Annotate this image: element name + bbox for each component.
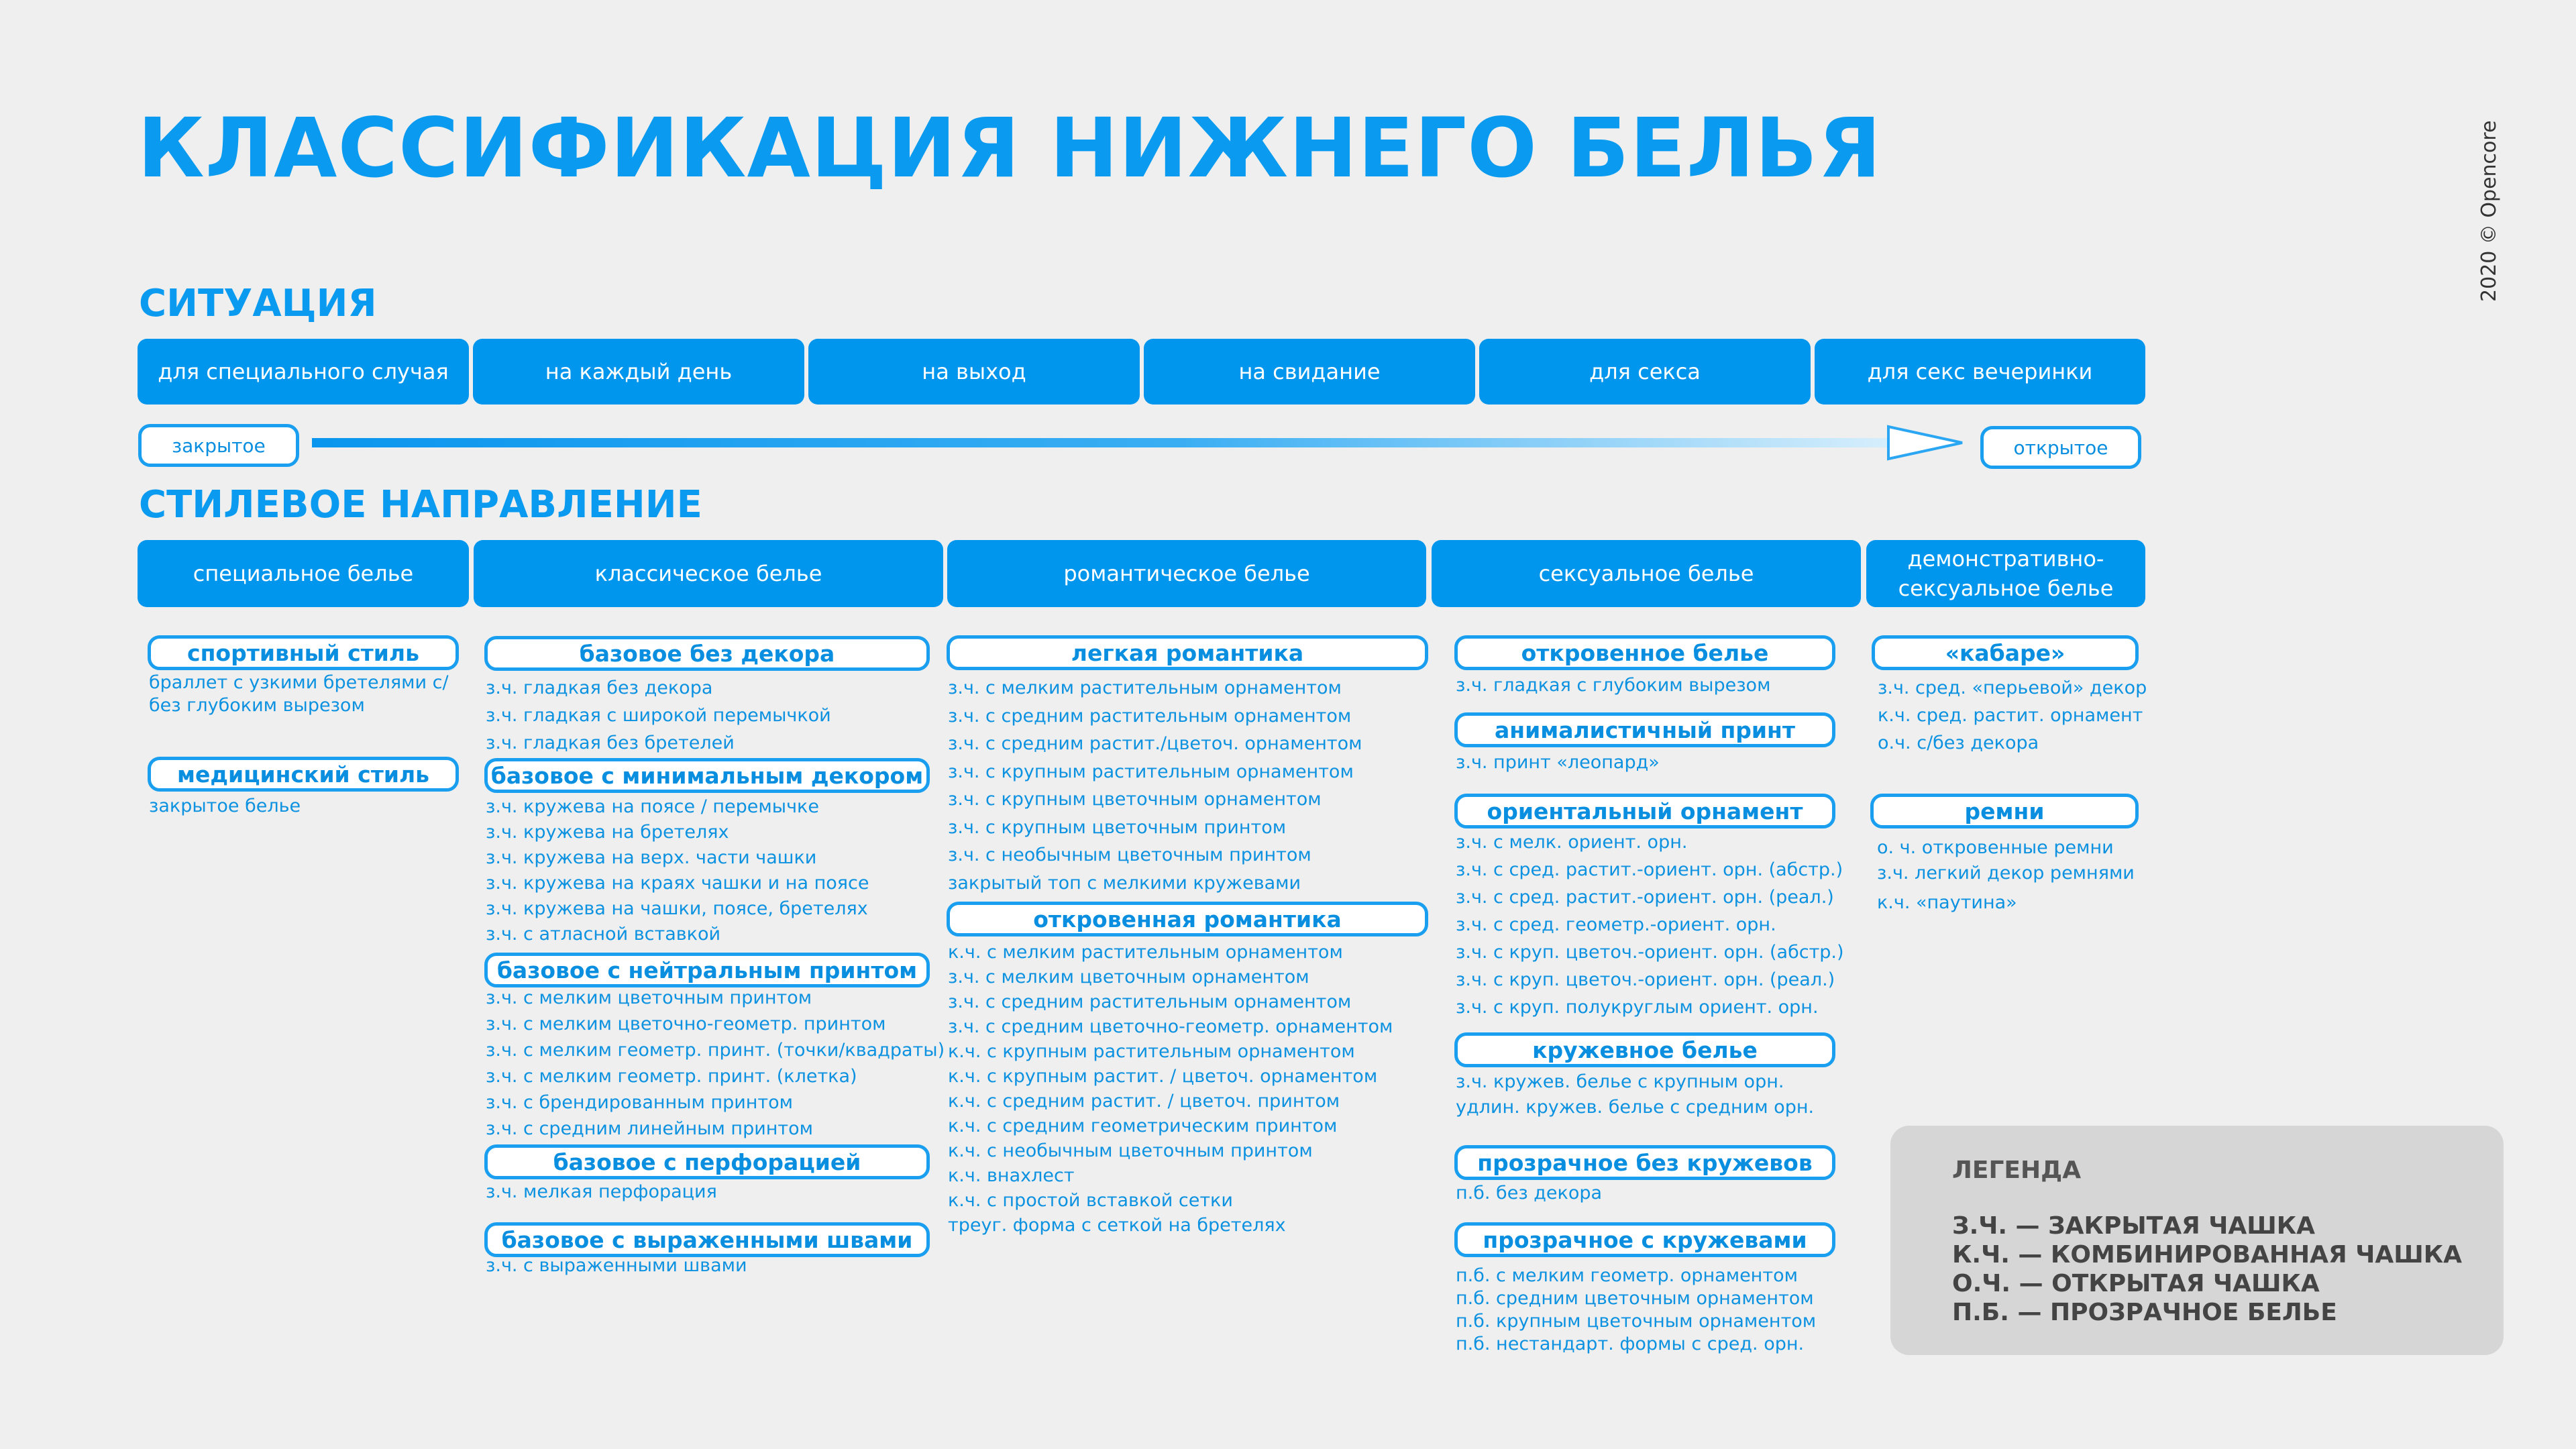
group-sport-items — [149, 672, 449, 717]
group-basic-seams: базовое с выраженными швами — [484, 1222, 930, 1257]
list-item: з.ч. сред. «перьевой» декор — [1878, 678, 2147, 698]
list-item: з.ч. гладкая с широкой перемычкой — [486, 705, 831, 726]
group-frank-romance-items — [948, 940, 1393, 1238]
style-direction-title: СТИЛЕВОЕ НАПРАВЛЕНИЕ — [139, 483, 702, 527]
situation-every-day: на каждый день — [473, 339, 804, 405]
list-item: з.ч. кружева на поясе / перемычке — [486, 796, 819, 817]
list-item: з.ч. кружева на чашки, поясе, бретелях — [486, 898, 868, 919]
list-item: з.ч. с круп. цветоч.-ориент. орн. (абстр.) — [1456, 942, 1844, 963]
list-item: з.ч. с средним растительным орнаментом — [948, 991, 1352, 1012]
list-item: з.ч. принт «леопард» — [1456, 752, 1660, 773]
group-sheer-no-lace-items — [1456, 1182, 1602, 1205]
situation-for-sex: для секса — [1479, 339, 1811, 405]
group-basic-no-decor: базовое без декора — [484, 636, 930, 671]
legend-entry: З.Ч. — ЗАКРЫТАЯ ЧАШКА — [1952, 1212, 2316, 1240]
group-basic-perforation: базовое с перфорацией — [484, 1144, 930, 1179]
list-item: з.ч. кружева на бретелях — [486, 822, 729, 843]
style-romantic: романтическое белье — [947, 540, 1426, 607]
group-straps-items — [1877, 835, 2135, 916]
style-special: специальное белье — [138, 540, 469, 607]
group-lace-lingerie: кружевное белье — [1454, 1032, 1835, 1067]
list-item: п.б. нестандарт. формы с сред. орн. — [1456, 1334, 1805, 1354]
group-basic-no-decor-items — [486, 674, 831, 757]
list-item: п.б. крупным цветочным орнаментом — [1456, 1311, 1817, 1332]
group-cabaret: «кабаре» — [1872, 635, 2139, 670]
list-item: без глубоким вырезом — [149, 695, 365, 716]
group-basic-neutral-print-items — [486, 985, 945, 1142]
legend-entry: К.Ч. — КОМБИНИРОВАННАЯ ЧАШКА — [1952, 1241, 2462, 1269]
list-item: з.ч. с средним линейным принтом — [486, 1118, 814, 1139]
list-item: к.ч. с необычным цветочным принтом — [948, 1140, 1313, 1161]
list-item: з.ч. с мелким растительным орнаментом — [948, 678, 1342, 698]
style-demonstrative-sexual: демонстративно-сексуальное белье — [1866, 540, 2145, 607]
style-sexual: сексуальное белье — [1432, 540, 1861, 607]
group-light-romance-items — [948, 674, 1362, 897]
group-frank-romance: откровенная романтика — [947, 902, 1428, 936]
group-oriental-ornament: ориентальный орнамент — [1454, 794, 1835, 828]
group-lace-lingerie-items — [1456, 1069, 1814, 1120]
list-item: з.ч. с сред. растит.-ориент. орн. (реал.) — [1456, 887, 1834, 908]
list-item: закрытое белье — [149, 796, 301, 816]
legend-entries — [1952, 1212, 2462, 1327]
list-item: к.ч. с простой вставкой сетки — [948, 1190, 1233, 1211]
group-cabaret-items — [1878, 674, 2147, 757]
copyright-text: 2020 © Opencore — [2477, 120, 2501, 302]
list-item: з.ч. с мелким геометр. принт. (точки/квадраты) — [486, 1040, 945, 1061]
situation-special-occasion: для специального случая — [138, 339, 469, 405]
situation-going-out: на выход — [808, 339, 1140, 405]
situation-sex-party: для секс вечеринки — [1815, 339, 2145, 405]
list-item: з.ч. с сред. геометр.-ориент. орн. — [1456, 914, 1776, 935]
list-item: з.ч. кружев. белье с крупным орн. — [1456, 1071, 1784, 1092]
group-light-romance: легкая романтика — [947, 635, 1428, 670]
list-item: з.ч. с средним растительным орнаментом — [948, 705, 1352, 727]
list-item: з.ч. с необычным цветочным принтом — [948, 845, 1311, 865]
group-medical-style: медицинский стиль — [148, 757, 459, 792]
situation-date: на свидание — [1144, 339, 1475, 405]
group-basic-perforation-items — [486, 1181, 717, 1203]
group-sport-style: спортивный стиль — [148, 635, 459, 670]
list-item: закрытый топ с мелкими кружевами — [948, 872, 1301, 894]
list-item: к.ч. внахлест — [948, 1165, 1075, 1186]
list-item: з.ч. с средним цветочно-геометр. орнаментом — [948, 1016, 1393, 1037]
list-item: з.ч. с мелким геометр. принт. (клетка) — [486, 1066, 857, 1087]
group-basic-neutral-print: базовое с нейтральным принтом — [484, 953, 930, 987]
list-item: з.ч. с брендированным принтом — [486, 1092, 794, 1113]
list-item: з.ч. с крупным растительным орнаментом — [948, 761, 1354, 782]
list-item: браллет с узкими бретелями с/ — [149, 672, 449, 693]
group-basic-min-decor-items — [486, 794, 869, 947]
group-straps: ремни — [1870, 794, 2139, 828]
legend-entry: П.Б. — ПРОЗРАЧНОЕ БЕЛЬЕ — [1952, 1299, 2337, 1326]
list-item: п.б. с мелким геометр. орнаментом — [1456, 1265, 1798, 1286]
list-item: з.ч. с крупным цветочным принтом — [948, 816, 1287, 838]
open-label: открытое — [1980, 426, 2141, 469]
list-item: к.ч. с мелким растительным орнаментом — [948, 942, 1343, 963]
list-item: п.б. средним цветочным орнаментом — [1456, 1288, 1814, 1309]
list-item: треуг. форма с сеткой на бретелях — [948, 1215, 1286, 1236]
list-item: к.ч. с средним растит. / цветоч. принтом — [948, 1091, 1340, 1112]
style-classic: классическое белье — [474, 540, 943, 607]
list-item: п.б. без декора — [1456, 1183, 1603, 1203]
group-basic-seams-items — [486, 1254, 747, 1277]
list-item: з.ч. с выраженными швами — [486, 1255, 747, 1276]
list-item: з.ч. с мелким цветочно-геометр. принтом — [486, 1014, 886, 1034]
list-item: з.ч. с крупным цветочным орнаментом — [948, 789, 1322, 810]
group-sheer-lace: прозрачное с кружевами — [1454, 1222, 1835, 1257]
list-item: з.ч. с средним растит./цветоч. орнаментом — [948, 733, 1362, 754]
list-item: з.ч. с мелк. ориент. орн. — [1456, 832, 1688, 853]
list-item: з.ч. гладкая с глубоким вырезом — [1456, 675, 1771, 696]
group-sheer-lace-items — [1456, 1265, 1816, 1356]
list-item: з.ч. кружева на краях чашки и на поясе — [486, 873, 869, 894]
list-item: к.ч. с крупным растит. / цветоч. орнаментом — [948, 1066, 1378, 1087]
group-sheer-no-lace: прозрачное без кружевов — [1454, 1145, 1835, 1180]
group-animal-print: анималистичный принт — [1454, 712, 1835, 747]
legend-panel — [1890, 1126, 2504, 1355]
list-item: з.ч. с круп. цветоч.-ориент. орн. (реал.) — [1456, 969, 1835, 990]
list-item: з.ч. кружева на верх. части чашки — [486, 847, 817, 868]
list-item: о.ч. с/без декора — [1878, 733, 2039, 753]
page-title: КЛАССИФИКАЦИЯ НИЖНЕГО БЕЛЬЯ — [138, 101, 1882, 196]
list-item: з.ч. гладкая без бретелей — [486, 733, 735, 753]
list-item: к.ч. с средним геометрическим принтом — [948, 1116, 1338, 1136]
list-item: з.ч. легкий декор ремнями — [1877, 863, 2135, 883]
list-item: о. ч. откровенные ремни — [1877, 837, 2114, 858]
list-item: удлин. кружев. белье с средним орн. — [1456, 1097, 1815, 1118]
group-frank-lingerie-items — [1456, 674, 1770, 697]
list-item: з.ч. с сред. растит.-ориент. орн. (абстр.) — [1456, 859, 1843, 880]
list-item: к.ч. с крупным растительным орнаментом — [948, 1041, 1355, 1062]
group-basic-min-decor: базовое с минимальным декором — [484, 758, 930, 793]
group-oriental-ornament-items — [1456, 828, 1844, 1021]
closed-label: закрытое — [138, 424, 299, 467]
list-item: к.ч. «паутина» — [1877, 892, 2017, 913]
list-item: к.ч. сред. растит. орнамент — [1878, 705, 2143, 726]
openness-arrow — [312, 423, 1969, 463]
list-item: з.ч. гладкая без декора — [486, 678, 713, 698]
group-animal-print-items — [1456, 751, 1660, 774]
group-frank-lingerie: откровенное белье — [1454, 635, 1835, 670]
situation-title: СИТУАЦИЯ — [139, 282, 377, 325]
group-medical-items — [149, 795, 301, 818]
list-item: з.ч. мелкая перфорация — [486, 1181, 717, 1202]
legend-entry: О.Ч. — ОТКРЫТАЯ ЧАШКА — [1952, 1270, 2320, 1297]
list-item: з.ч. с атласной вставкой — [486, 924, 721, 945]
list-item: з.ч. с мелким цветочным принтом — [486, 987, 812, 1008]
legend-title: ЛЕГЕНДА — [1952, 1157, 2082, 1184]
list-item: з.ч. с круп. полукруглым ориент. орн. — [1456, 997, 1819, 1018]
list-item: з.ч. с мелким цветочным орнаментом — [948, 967, 1309, 987]
